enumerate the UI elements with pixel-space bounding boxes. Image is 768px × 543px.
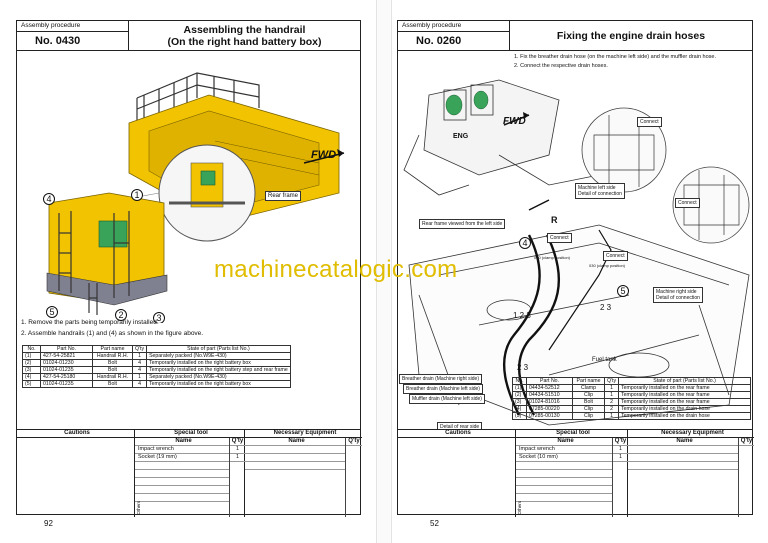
right-detail-tag	[653, 287, 703, 303]
cell: Clip	[573, 413, 605, 420]
cell: 1	[133, 353, 147, 360]
cell: Clip	[573, 392, 605, 399]
special-tool-column	[135, 430, 245, 517]
cell: Clamp	[573, 385, 605, 392]
r-label: R	[551, 215, 558, 225]
callout-5: 5	[617, 285, 629, 297]
col-part-name: Part name	[573, 378, 605, 385]
procedure-title: Fixing the engine drain hoses	[556, 30, 706, 42]
tool-row: Socket (10 mm)	[516, 454, 612, 462]
cell: 1	[605, 392, 619, 399]
tool-row-empty	[516, 478, 612, 486]
cell: 01024-01235	[41, 381, 93, 388]
tool-name-header: Name	[516, 438, 612, 446]
table-row	[513, 406, 751, 413]
tool-qty: 1	[230, 446, 245, 454]
tool-qty-column	[229, 438, 245, 517]
page-number: 92	[44, 519, 53, 528]
cell: Bolt	[573, 399, 605, 406]
table-row	[23, 367, 291, 374]
special-tool-column	[516, 430, 628, 517]
equipment-row-empty	[245, 446, 345, 454]
others-label: Others	[136, 501, 141, 515]
callout-3: 3	[153, 312, 165, 323]
cautions-header: Cautions	[398, 430, 515, 438]
col-part-no: Part No.	[527, 378, 573, 385]
connect-tag-4: Connect	[547, 233, 572, 243]
cell: 1	[133, 374, 147, 381]
col-state: State of part (Parts list No.)	[147, 346, 291, 353]
left-header	[17, 21, 360, 51]
cell: 427-54-25180	[41, 374, 93, 381]
special-tool-header: Special tool	[516, 430, 627, 438]
rear-frame-label: Rear frame	[265, 191, 301, 201]
cell: 2	[605, 399, 619, 406]
cell: 04434-51510	[527, 392, 573, 399]
cell: 2	[605, 406, 619, 413]
cell: 4	[133, 360, 147, 367]
watermark: machinecatalogic.com	[214, 256, 458, 283]
cell: 4	[133, 381, 147, 388]
equipment-row-empty	[628, 446, 738, 454]
tool-row: Impact wrench	[135, 446, 229, 454]
step-2: 2. Connect the respective drain hoses.	[514, 63, 608, 69]
equipment-row-empty	[628, 454, 738, 462]
procedure-number: No. 0260	[398, 32, 510, 50]
cell: 01024-81016	[527, 399, 573, 406]
cell: 427-54-25821	[41, 353, 93, 360]
cautions-header: Cautions	[17, 430, 134, 438]
tool-row-empty	[516, 462, 612, 470]
title-line-1: Assembling the handrail	[183, 24, 306, 36]
table-row	[513, 392, 751, 399]
eng-label: ENG	[453, 133, 469, 140]
callout-1-2-3: 1 2 3	[513, 311, 531, 320]
equipment-name-header: Name	[628, 438, 738, 446]
procedure-label: Assembly procedure	[398, 21, 510, 32]
cell: (3)	[513, 399, 527, 406]
clamp-position-2: 030 (clamp position)	[589, 263, 626, 268]
special-tool-header: Special tool	[135, 430, 244, 438]
table-header-row	[23, 346, 291, 353]
cell: Handrail R.H.	[93, 353, 133, 360]
cell: Temporarily installed on the rear frame	[619, 392, 751, 399]
tool-row-empty	[516, 494, 612, 502]
right-bottom-block	[398, 429, 752, 516]
callout-2: 2	[115, 309, 127, 321]
breather-left-label: Breather drain (Machine left side)	[403, 384, 483, 394]
tool-row: Impact wrench	[516, 446, 612, 454]
left-steps	[21, 317, 203, 339]
procedure-title	[129, 21, 360, 51]
equipment-qty-column	[738, 438, 754, 517]
necessary-equipment-column	[245, 430, 362, 517]
table-row	[513, 385, 751, 392]
tool-name-header: Name	[135, 438, 229, 446]
necessary-equipment-header: Necessary Equipment	[245, 430, 362, 438]
muffler-left-label: Muffler drain (Machine left side)	[409, 394, 485, 404]
table-row	[23, 360, 291, 367]
connect-tag-5: Connect	[603, 251, 628, 261]
cell: Temporarily installed on the drain hose	[619, 413, 751, 420]
cell: Temporarily installed on the right battery step and rear frame	[147, 367, 291, 374]
detail-rear-label: Detail of rear side	[437, 422, 482, 429]
breather-right-label: Breather drain (Machine right side)	[399, 374, 482, 384]
tool-row: Socket (19 mm)	[135, 454, 229, 462]
callout-1: 1	[131, 189, 143, 201]
table-row	[513, 413, 751, 420]
col-state: State of part (Parts list No.)	[619, 378, 751, 385]
table-row	[23, 374, 291, 381]
necessary-equipment-column	[628, 430, 754, 517]
tool-qty: 1	[613, 446, 628, 454]
left-detail-label: Detail of connection	[578, 191, 622, 197]
left-bottom-block	[17, 429, 360, 516]
tool-row-empty	[135, 478, 229, 486]
tool-qty: 1	[613, 454, 628, 462]
col-part-no: Part No.	[41, 346, 93, 353]
tool-qty: 1	[230, 454, 245, 462]
fwd-label: FWD	[311, 149, 337, 161]
procedure-number: No. 0430	[17, 32, 129, 50]
tool-row-empty	[135, 494, 229, 502]
cell: Bolt	[93, 367, 133, 374]
col-no: No.	[23, 346, 41, 353]
left-side-label: Machine left side	[578, 185, 616, 191]
step-2: 2. Assemble handrails (1) and (4) as shown in the figure above.	[21, 330, 204, 337]
cell: Bolt	[93, 381, 133, 388]
cell: (4)	[23, 374, 41, 381]
tool-row-empty	[516, 470, 612, 478]
callout-5: 5	[46, 306, 58, 318]
right-header	[398, 21, 752, 51]
cell: 04434-52512	[527, 385, 573, 392]
right-parts-table	[512, 377, 751, 420]
right-detail-label: Detail of connection	[656, 295, 700, 301]
col-no: No.	[513, 378, 527, 385]
drain-hose-illustration	[399, 75, 753, 429]
cell: 01024-01235	[41, 367, 93, 374]
cell: Separately packed (No.W9E-430)	[147, 374, 291, 381]
equipment-qty-column	[345, 438, 362, 517]
cell: (5)	[23, 381, 41, 388]
cell: (1)	[23, 353, 41, 360]
equipment-row-empty	[245, 454, 345, 462]
fuel-tank-label: Fuel tank	[592, 357, 617, 363]
cell: 07285-00220	[527, 406, 573, 413]
table-row	[23, 353, 291, 360]
step-1: 1. Fix the breather drain hose (on the machine left side) and the muffler drain hose.	[514, 54, 716, 60]
col-qty: Q'ty	[133, 346, 147, 353]
cell: Temporarily installed on the right battery box	[147, 360, 291, 367]
cell: 01024-01230	[41, 360, 93, 367]
clamp-position-1: 030 (clamp position)	[534, 255, 571, 260]
page-number: 52	[430, 519, 439, 528]
equipment-row-empty	[245, 462, 345, 470]
cell: Handrail R.H.	[93, 374, 133, 381]
procedure-label: Assembly procedure	[17, 21, 129, 32]
tool-qty-column	[612, 438, 628, 517]
callout-4: 4	[519, 237, 531, 249]
tool-qty-header: Q'ty	[231, 438, 244, 444]
connect-tag-2	[575, 183, 625, 199]
callout-2-3: 2 3	[600, 303, 612, 312]
cell: 1	[605, 385, 619, 392]
cell: Temporarily installed on the rear frame	[619, 385, 751, 392]
rear-frame-view-label: Rear frame viewed from the left side	[419, 219, 505, 229]
cell: Temporarily installed on the right battery box	[147, 381, 291, 388]
cell: (5)	[513, 413, 527, 420]
equipment-name-header: Name	[245, 438, 345, 446]
right-side-label: Machine right side	[656, 289, 697, 295]
col-part-name: Part name	[93, 346, 133, 353]
step-1: 1. Remove the parts being temporarily installed.	[21, 319, 159, 326]
table-row	[513, 399, 751, 406]
table-header-row	[513, 378, 751, 385]
callout-4: 4	[43, 193, 55, 205]
equipment-row-empty	[628, 462, 738, 470]
cell: 4	[133, 367, 147, 374]
tool-row-empty	[516, 486, 612, 494]
cell: (2)	[23, 360, 41, 367]
cell: (2)	[513, 392, 527, 399]
necessary-equipment-header: Necessary Equipment	[628, 430, 754, 438]
callout-2-3-lower: 2 3	[517, 363, 529, 372]
col-qty: Q'ty	[605, 378, 619, 385]
connect-tag-1: Connect	[637, 117, 662, 127]
cell: Clip	[573, 406, 605, 413]
equipment-qty-header: Q'ty	[740, 438, 753, 444]
tool-qty-header: Q'ty	[614, 438, 627, 444]
left-parts-table	[22, 345, 291, 388]
title-line-2: (On the right hand battery box)	[167, 36, 322, 48]
right-steps	[514, 53, 716, 71]
cautions-column	[17, 430, 135, 517]
cell: 07285-00130	[527, 413, 573, 420]
others-label: Others	[517, 501, 522, 515]
cell: (1)	[513, 385, 527, 392]
tool-row-empty	[135, 462, 229, 470]
cell: Temporarily installed on the drain hose	[619, 406, 751, 413]
cell: (4)	[513, 406, 527, 413]
tool-row-empty	[135, 486, 229, 494]
table-row	[23, 381, 291, 388]
cautions-column	[398, 430, 516, 517]
cell: Bolt	[93, 360, 133, 367]
cell: 1	[605, 413, 619, 420]
cell: (3)	[23, 367, 41, 374]
equipment-qty-header: Q'ty	[346, 438, 362, 446]
cell: Temporarily installed on the rear frame	[619, 399, 751, 406]
connect-tag-3: Connect	[675, 198, 700, 208]
cell: Separately packed (No.W9E-430)	[147, 353, 291, 360]
tool-row-empty	[135, 470, 229, 478]
fwd-label: FWD	[503, 116, 526, 127]
